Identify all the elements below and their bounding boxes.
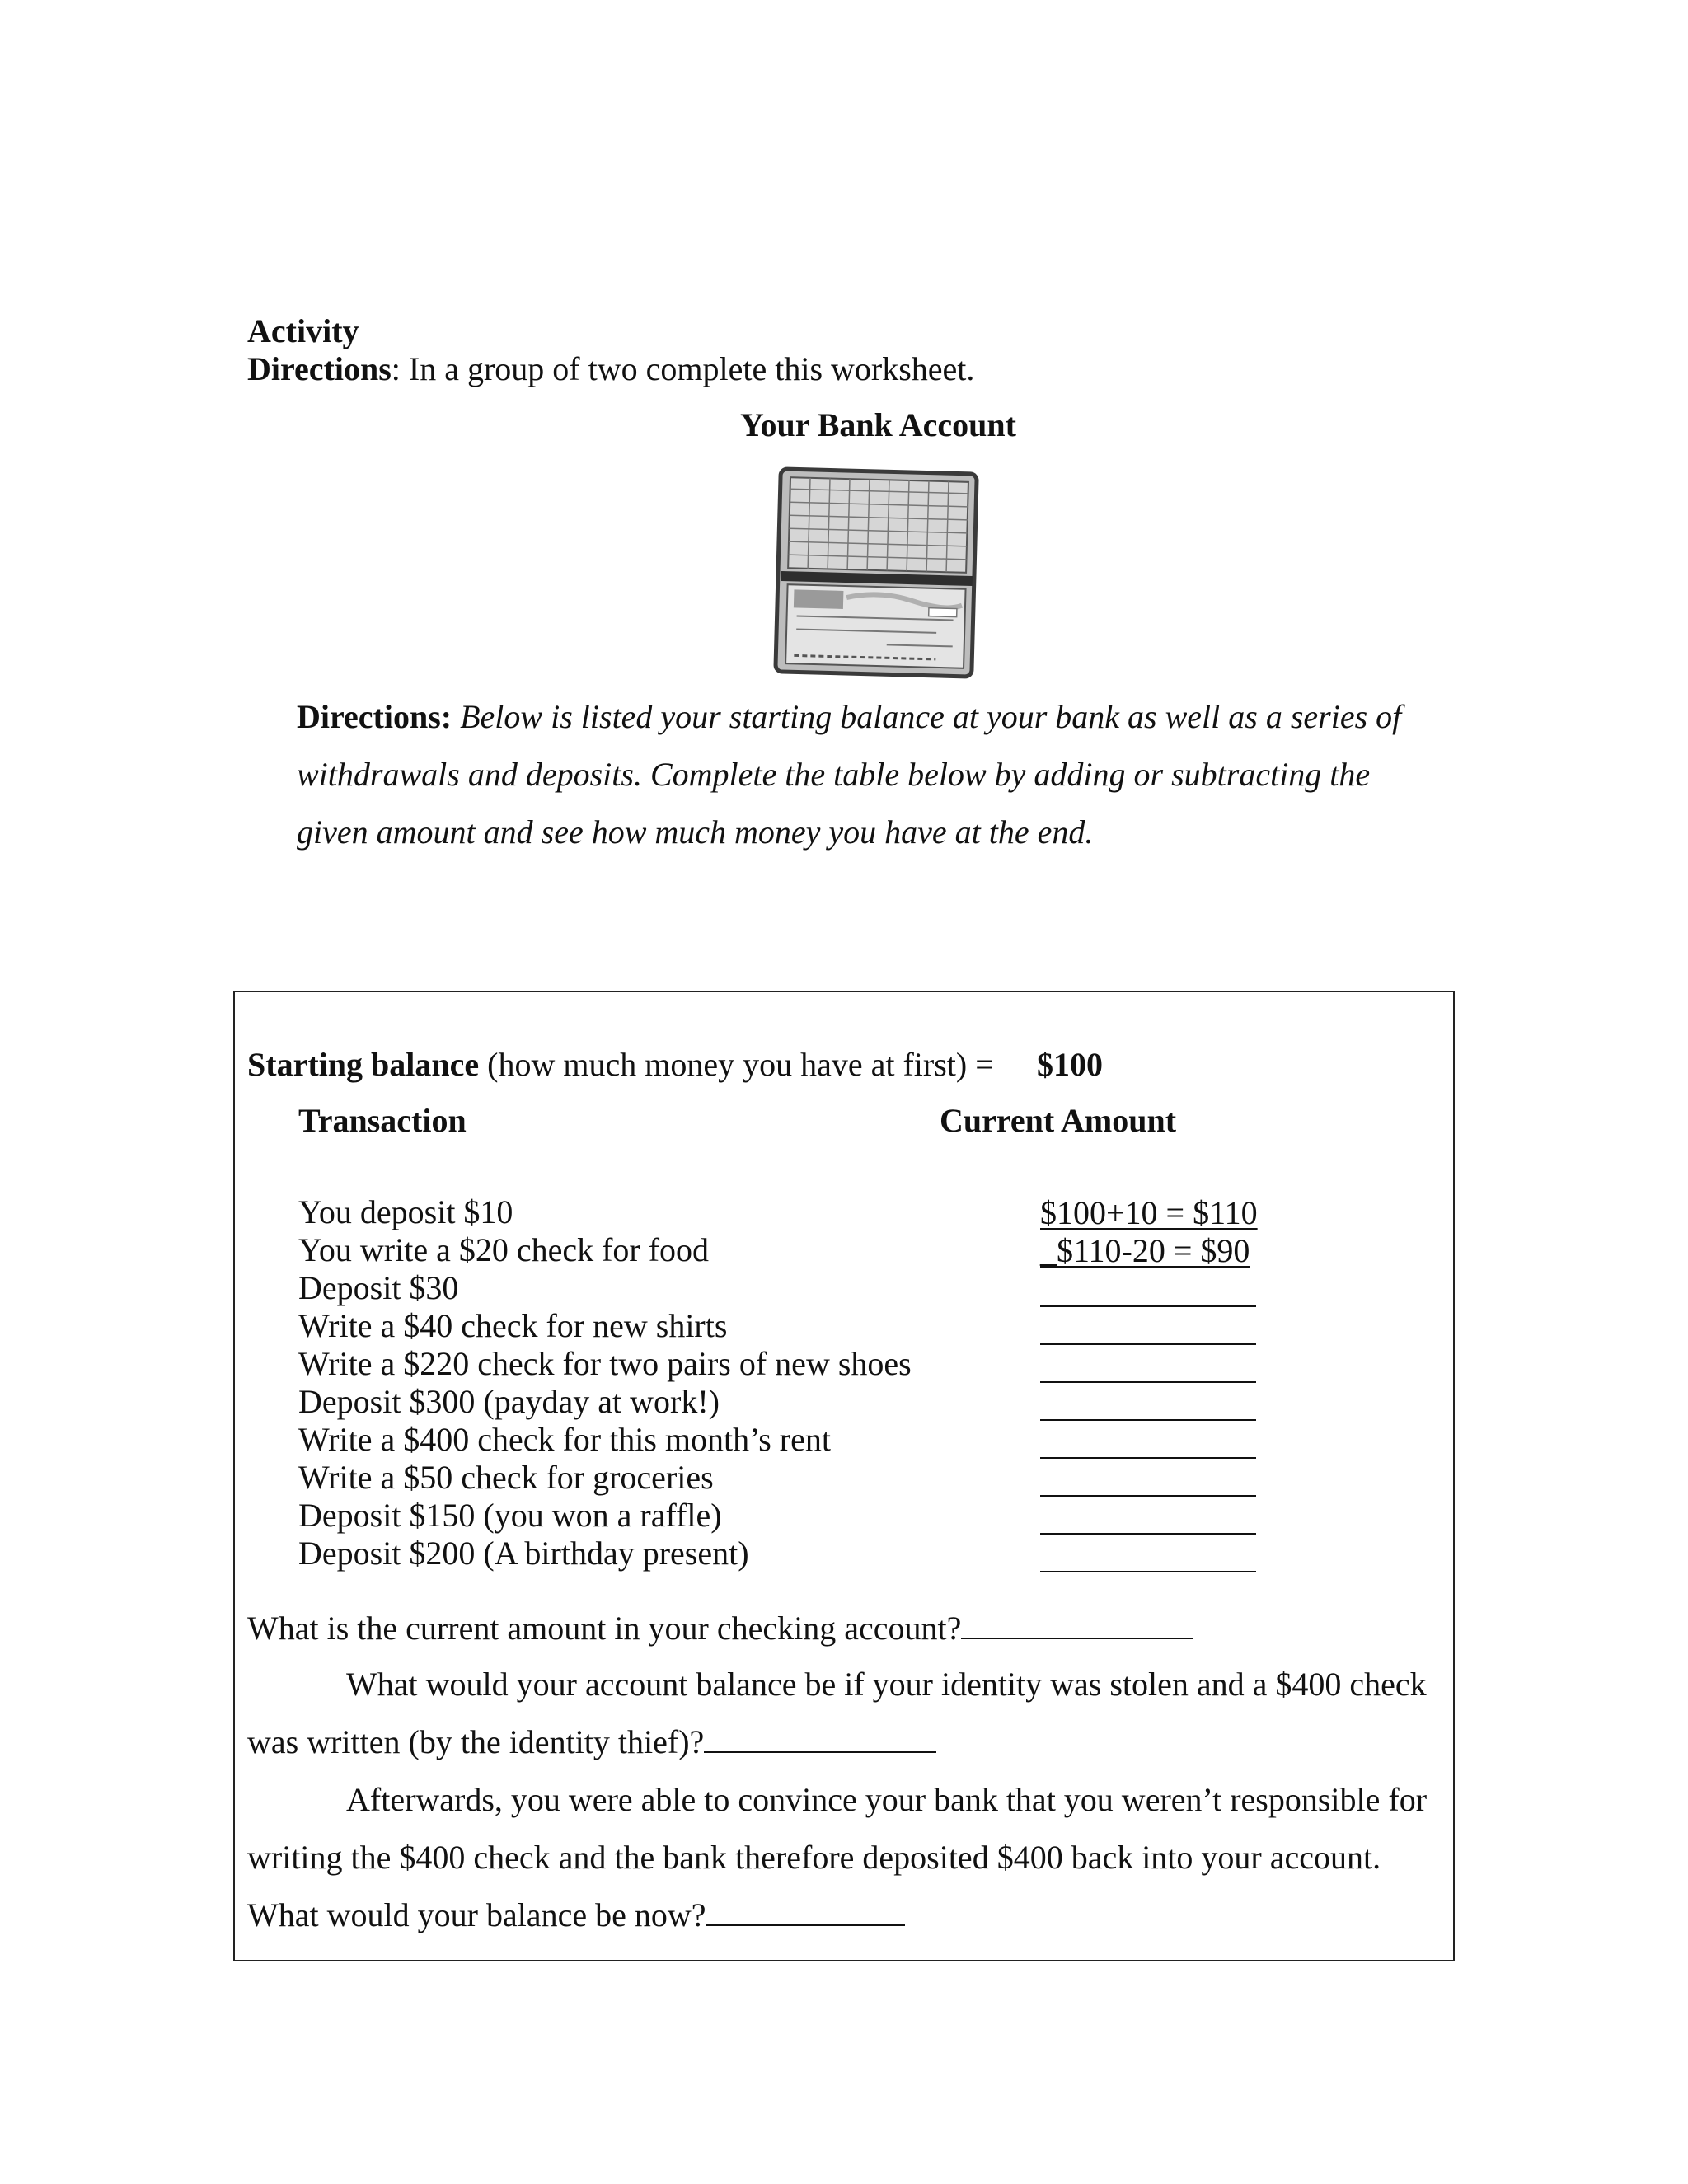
question-3-line-2: writing the $400 check and the bank therefore deposited $400 back into your account. [247,1839,1381,1876]
question-3-line-1: Afterwards, you were able to convince your bank that you weren’t responsible for [346,1781,1428,1818]
answer-blank-3[interactable] [706,1900,905,1926]
starting-balance-amount: $100 [1037,1046,1103,1083]
page-title: Your Bank Account [740,406,1016,443]
instructions-line-1 [297,697,1401,737]
transaction-row: Write a $400 check for this month’s rent [298,1421,831,1458]
amount-answer: $100+10 = $110 [1040,1194,1258,1231]
starting-balance-label: Starting balance [247,1046,480,1083]
transaction-row: Deposit $300 (payday at work!) [298,1383,720,1420]
answer-blank-2[interactable] [704,1727,936,1753]
transaction-row: You deposit $10 [298,1193,513,1230]
amount-blank[interactable] [1040,1457,1256,1459]
question-3-line-3 [247,1896,905,1935]
amount-blank[interactable] [1040,1571,1256,1572]
activity-heading: Activity [247,312,359,349]
transaction-row: You write a $20 check for food [298,1231,710,1268]
question-1 [247,1609,1193,1648]
amount-blank[interactable] [1040,1419,1256,1421]
question-2-line-2 [247,1722,936,1762]
amount-blank[interactable] [1040,1533,1256,1535]
starting-balance-desc: (how much money you have at first) = [479,1046,994,1083]
column-header-transaction: Transaction [298,1102,467,1139]
question-2-line-1: What would your account balance be if your identity was stolen and a $400 check [346,1666,1427,1703]
instructions-text-1: Below is listed your starting balance at your bank as well as a series of [460,698,1402,735]
transaction-row: Write a $220 check for two pairs of new shoes [298,1345,912,1382]
amount-answer: _$110-20 = $90 [1040,1232,1250,1269]
amount-blank[interactable] [1040,1343,1256,1345]
transaction-row: Write a $40 check for new shirts [298,1307,728,1344]
question-3-text: What would your balance be now? [247,1896,706,1933]
amount-blank[interactable] [1040,1381,1256,1383]
directions-line [247,349,974,389]
directions-text: : In a group of two complete this worksheet. [391,350,975,387]
instructions-label: Directions: [297,698,452,735]
answer-blank-1[interactable] [961,1613,1193,1639]
amount-blank[interactable] [1040,1495,1256,1497]
question-2-text: was written (by the identity thief)? [247,1723,705,1760]
checkbook-icon [773,466,981,681]
transaction-row: Write a $50 check for groceries [298,1459,714,1496]
transaction-row: Deposit $150 (you won a raffle) [298,1497,722,1534]
instructions-line-3: given amount and see how much money you have at the end. [297,813,1094,851]
transaction-row: Deposit $200 (A birthday present) [298,1535,749,1572]
instructions-line-2: withdrawals and deposits. Complete the table below by adding or subtracting the [297,756,1371,793]
column-header-amount: Current Amount [940,1102,1177,1139]
transaction-row: Deposit $30 [298,1269,459,1306]
amount-blank[interactable] [1040,1305,1256,1307]
directions-label: Directions [247,350,392,387]
starting-balance-line [247,1045,994,1085]
question-1-text: What is the current amount in your checking account? [247,1610,962,1647]
